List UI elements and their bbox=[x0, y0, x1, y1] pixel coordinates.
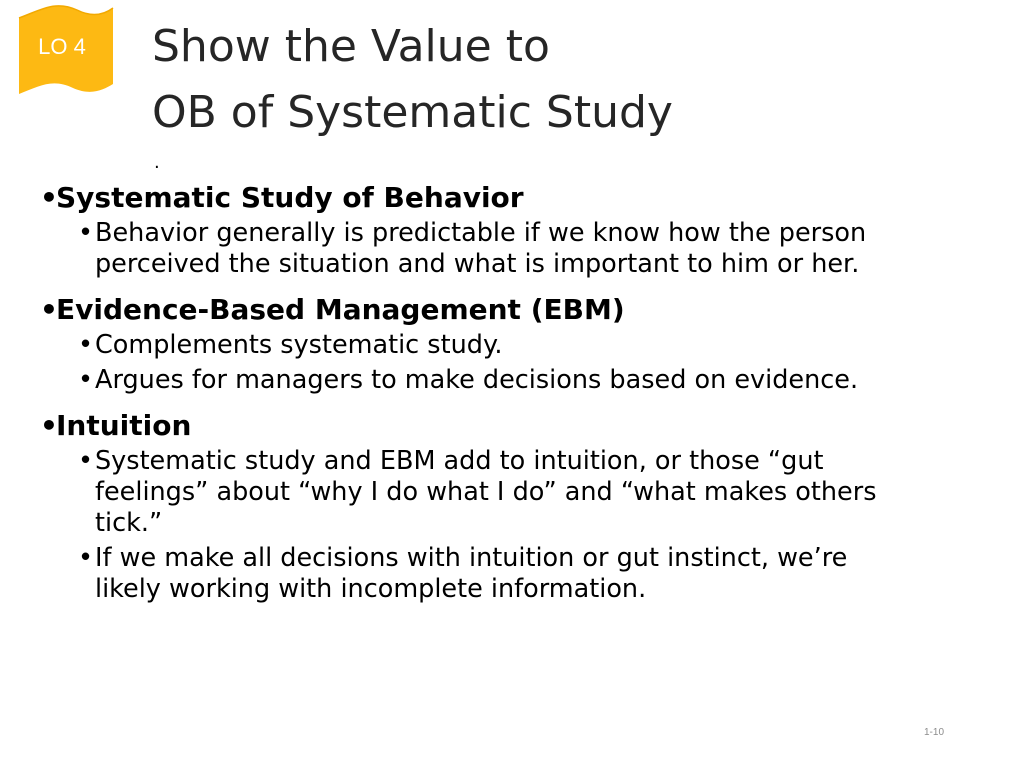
list-item bbox=[78, 365, 920, 396]
section-heading bbox=[40, 182, 920, 214]
section-heading-text: Systematic Study of Behavior bbox=[56, 181, 524, 214]
list-item bbox=[78, 218, 920, 280]
list-item bbox=[78, 330, 920, 361]
section-heading-text: Evidence-Based Management (EBM) bbox=[56, 293, 625, 326]
bullet-icon: • bbox=[40, 293, 58, 326]
bullet-icon: • bbox=[78, 218, 94, 248]
list-item-text: Argues for managers to make decisions based on evidence. bbox=[95, 365, 859, 395]
bullet-icon: • bbox=[40, 409, 58, 442]
slide-title-line-2: OB of Systematic Study bbox=[152, 87, 673, 138]
bullet-icon: • bbox=[78, 365, 94, 395]
bullet-icon: • bbox=[78, 543, 94, 573]
section-heading bbox=[40, 294, 920, 326]
list-item-text: Systematic study and EBM add to intuition, or those “gut feelings” about “why I do what I do” and “what makes others tick.” bbox=[95, 446, 877, 538]
list-item bbox=[78, 446, 920, 539]
list-item-text: Complements systematic study. bbox=[95, 330, 503, 360]
title-stray-dot: . bbox=[154, 152, 160, 173]
list-item-text: If we make all decisions with intuition or gut instinct, we’re likely working with incomplete information. bbox=[95, 543, 848, 604]
bullet-icon: • bbox=[40, 181, 58, 214]
list-item bbox=[78, 543, 920, 605]
lo-badge bbox=[11, 4, 117, 98]
slide-title-line-1: Show the Value to bbox=[152, 21, 550, 72]
section-heading-text: Intuition bbox=[56, 409, 192, 442]
bullet-icon: • bbox=[78, 330, 94, 360]
lo-badge-label: LO 4 bbox=[38, 34, 86, 59]
slide-number: 1-10 bbox=[923, 727, 944, 738]
slide-content bbox=[40, 182, 920, 605]
slide-title bbox=[152, 14, 673, 146]
list-item-text: Behavior generally is predictable if we know how the person perceived the situation and what is important to him or her. bbox=[95, 218, 867, 279]
bullet-icon: • bbox=[78, 446, 94, 476]
section-heading bbox=[40, 410, 920, 442]
